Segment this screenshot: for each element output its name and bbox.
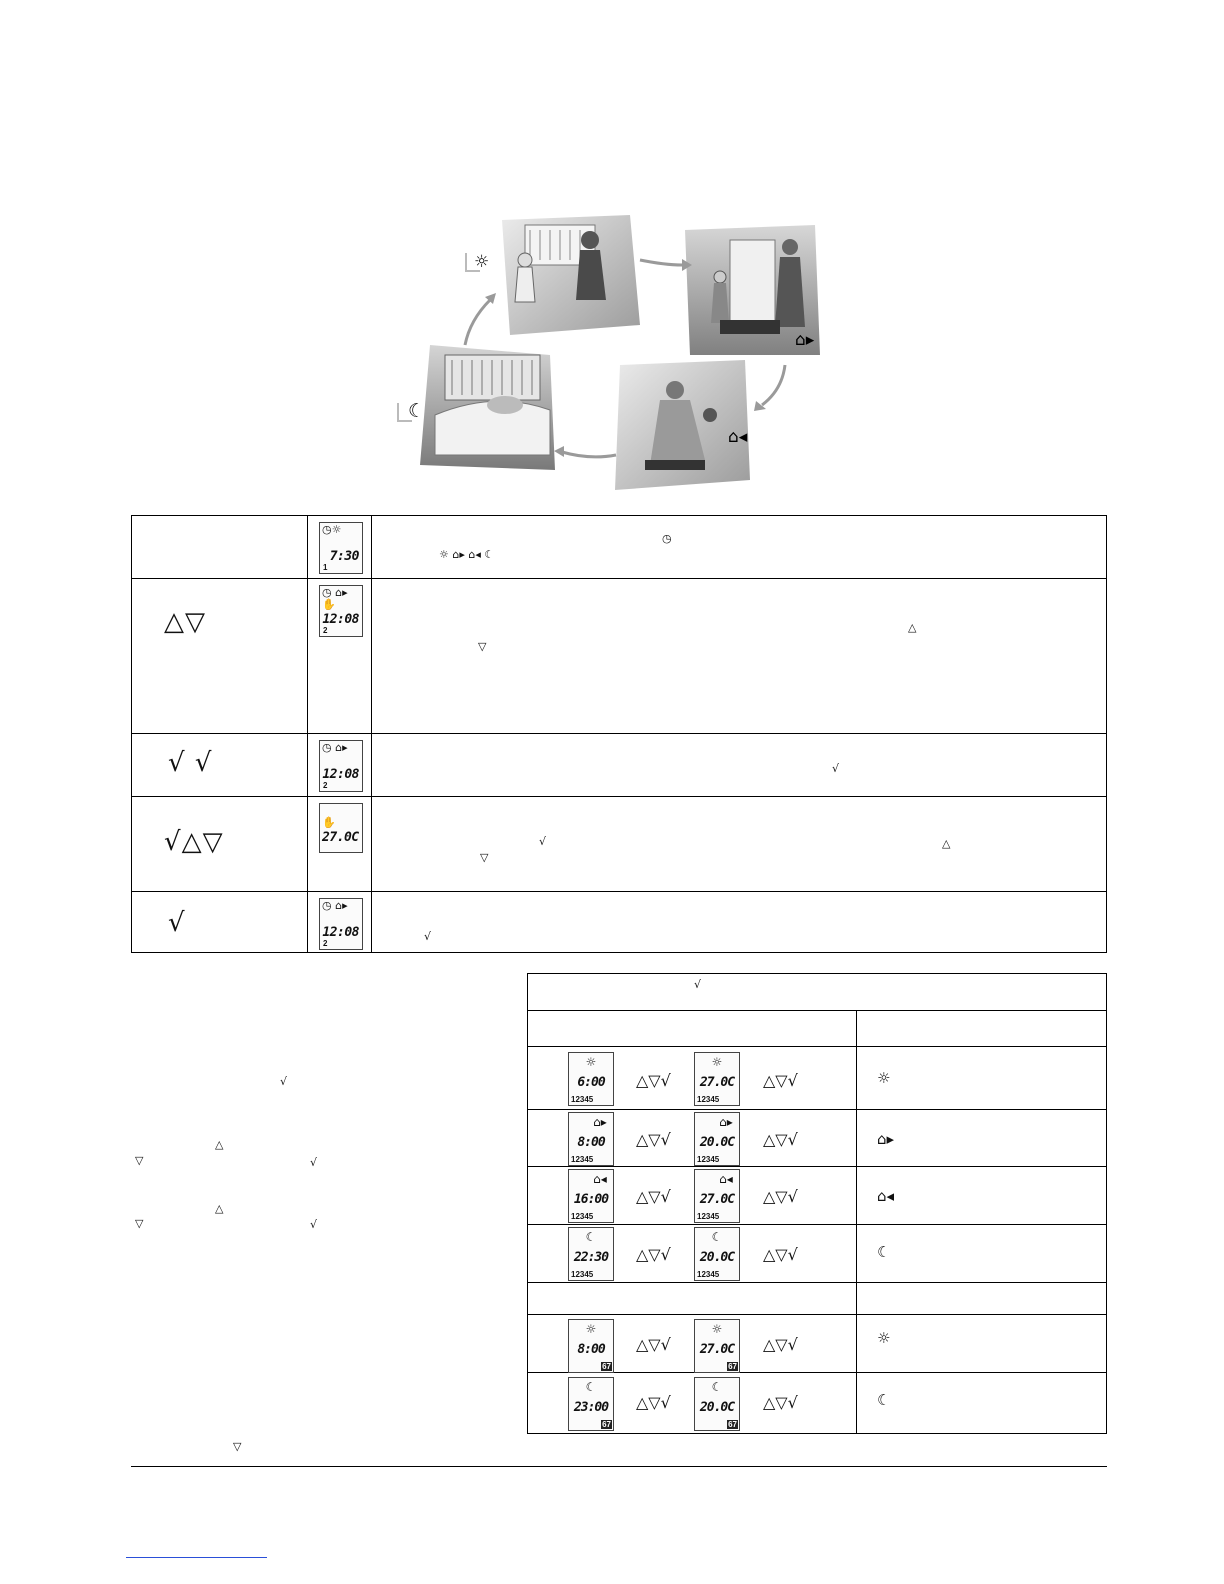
check-icon: √	[832, 762, 840, 775]
up-down-check-icon: △▽√	[763, 1335, 798, 1354]
up-arrow-icon: △	[908, 621, 917, 634]
moon-icon: ☾	[877, 1391, 891, 1409]
check-up-down-keys-icon: √△▽	[164, 827, 224, 857]
lcd-temp-display	[694, 1169, 740, 1223]
lcd-display	[319, 522, 363, 574]
lcd-temperature: 27.0C	[699, 1075, 735, 1090]
schedule-row	[528, 1167, 1106, 1225]
up-down-check-icon: △▽√	[636, 1393, 671, 1412]
clock-home-icon: ◷ ⌂▸	[322, 741, 348, 754]
check-key-icon: √	[168, 908, 186, 938]
up-arrow-icon: △	[215, 1138, 224, 1151]
step-row-3	[132, 734, 1106, 797]
up-down-check-icon: △▽√	[763, 1393, 798, 1412]
up-down-check-icon: △▽√	[763, 1071, 798, 1090]
home-leave-icon: ⌂▸	[719, 1115, 733, 1129]
clock-home-icon: ◷ ⌂▸	[322, 899, 348, 912]
lcd-program-number: 2	[323, 781, 328, 790]
down-arrow-icon: ▽	[478, 640, 487, 653]
lcd-days: 12345	[571, 1155, 594, 1164]
lcd-time-display	[568, 1112, 614, 1166]
lcd-temperature: 20.0C	[699, 1135, 735, 1150]
lcd-temp-display	[694, 1227, 740, 1281]
home-leave-icon: ⌂▸	[877, 1130, 895, 1148]
lcd-program-number: 1	[323, 563, 328, 572]
lcd-time-display	[568, 1052, 614, 1106]
lcd-display	[319, 803, 363, 853]
check-icon: √	[424, 930, 432, 943]
lcd-days: 67	[728, 1362, 737, 1371]
weekend-header	[528, 1283, 1106, 1315]
lcd-display	[319, 898, 363, 950]
lcd-temperature: 27.0C	[322, 830, 359, 845]
check-icon: √	[694, 978, 702, 991]
up-down-check-icon: △▽√	[636, 1187, 671, 1206]
lcd-display	[319, 740, 363, 792]
lcd-temperature: 27.0C	[699, 1192, 735, 1207]
sun-icon: ☼	[474, 252, 490, 272]
lcd-time: 23:00	[573, 1400, 609, 1415]
moon-icon: ☾	[585, 1230, 597, 1244]
step-row-2	[132, 579, 1106, 734]
footer-link-underline[interactable]	[126, 1557, 267, 1558]
moon-icon: ☾	[408, 400, 426, 422]
lcd-days: 12345	[697, 1155, 720, 1164]
lcd-time-display	[568, 1377, 614, 1431]
lcd-display	[319, 585, 363, 637]
down-arrow-icon: ▽	[233, 1440, 242, 1453]
mode-icons: ☼ ⌂▸ ⌂◂ ☾	[439, 548, 495, 561]
lcd-time: 8:00	[577, 1342, 605, 1357]
schedule-table	[527, 973, 1107, 1434]
steps-table	[131, 515, 1107, 953]
step-row-1	[132, 516, 1106, 579]
lcd-program-number: 2	[323, 626, 328, 635]
up-arrow-icon: △	[215, 1202, 224, 1215]
clock-icon: ◷	[662, 532, 672, 545]
down-arrow-icon: ▽	[135, 1217, 144, 1230]
home-return-icon: ⌂◂	[593, 1172, 607, 1186]
weekday-header	[528, 1011, 1106, 1047]
up-down-check-icon: △▽√	[763, 1130, 798, 1149]
lcd-time: 12:08	[322, 767, 359, 782]
check-check-keys-icon: √ √	[168, 748, 213, 778]
lcd-days: 12345	[697, 1270, 720, 1279]
lcd-program-number: 2	[323, 939, 328, 948]
lcd-time: 16:00	[573, 1192, 609, 1207]
home-return-icon: ⌂◂	[728, 427, 748, 447]
moon-icon: ☾	[711, 1230, 723, 1244]
lcd-temp-display	[694, 1319, 740, 1373]
scene-morning	[502, 215, 640, 335]
lcd-days: 12345	[697, 1095, 720, 1104]
up-arrow-icon: △	[942, 837, 951, 850]
lcd-time: 12:08	[322, 612, 359, 627]
schedule-row	[528, 1315, 1106, 1373]
check-icon: √	[280, 1075, 288, 1088]
up-down-keys-icon: △▽	[164, 607, 206, 637]
home-leave-icon: ⌂▸	[795, 330, 815, 350]
lcd-time-display	[568, 1319, 614, 1373]
home-leave-icon: ⌂▸	[593, 1115, 607, 1129]
sun-icon: ☼	[711, 1322, 723, 1336]
lcd-days: 12345	[571, 1212, 594, 1221]
clock-home-icon: ◷ ⌂▸	[322, 586, 348, 599]
lcd-temp-display	[694, 1112, 740, 1166]
check-icon: √	[310, 1156, 318, 1169]
moon-icon: ☾	[711, 1380, 723, 1394]
hand-icon: ✋	[322, 598, 336, 611]
check-icon: √	[539, 835, 547, 848]
lcd-time: 7:30	[329, 549, 359, 564]
schedule-row	[528, 1225, 1106, 1283]
lcd-temperature: 20.0C	[699, 1250, 735, 1265]
lcd-days: 12345	[571, 1270, 594, 1279]
lcd-temp-display	[694, 1052, 740, 1106]
schedule-header	[528, 974, 1106, 1011]
schedule-row	[528, 1047, 1106, 1110]
lcd-time-display	[568, 1169, 614, 1223]
moon-icon: ☾	[585, 1380, 597, 1394]
schedule-row	[528, 1110, 1106, 1167]
lcd-days: 12345	[571, 1095, 594, 1104]
daily-cycle-illustration	[390, 205, 830, 500]
lcd-time: 22:30	[573, 1250, 609, 1265]
down-arrow-icon: ▽	[480, 851, 489, 864]
sun-icon: ☼	[877, 1069, 891, 1087]
up-down-check-icon: △▽√	[636, 1335, 671, 1354]
lcd-temperature: 27.0C	[699, 1342, 735, 1357]
lcd-temp-display	[694, 1377, 740, 1431]
lcd-time: 8:00	[577, 1135, 605, 1150]
lcd-time: 12:08	[322, 925, 359, 940]
moon-icon: ☾	[877, 1243, 891, 1261]
step-row-4	[132, 797, 1106, 892]
up-down-check-icon: △▽√	[636, 1130, 671, 1149]
sun-icon: ☼	[585, 1322, 597, 1336]
lcd-days: 67	[602, 1362, 611, 1371]
scene-night	[420, 345, 555, 470]
home-return-icon: ⌂◂	[877, 1187, 895, 1205]
sun-icon: ☼	[585, 1055, 597, 1069]
step-row-5	[132, 892, 1106, 952]
up-down-check-icon: △▽√	[763, 1187, 798, 1206]
up-down-check-icon: △▽√	[636, 1245, 671, 1264]
sun-icon: ☼	[711, 1055, 723, 1069]
down-arrow-icon: ▽	[135, 1154, 144, 1167]
scene-returning	[615, 360, 750, 490]
lcd-temperature: 20.0C	[699, 1400, 735, 1415]
up-down-check-icon: △▽√	[636, 1071, 671, 1090]
clock-sun-icon: ◷☼	[322, 523, 342, 536]
check-icon: √	[310, 1218, 318, 1231]
up-down-check-icon: △▽√	[763, 1245, 798, 1264]
hand-icon: ✋	[322, 816, 336, 829]
lcd-days: 67	[728, 1420, 737, 1429]
sun-icon: ☼	[877, 1329, 891, 1347]
home-return-icon: ⌂◂	[719, 1172, 733, 1186]
schedule-row	[528, 1373, 1106, 1433]
lcd-days: 12345	[697, 1212, 720, 1221]
lcd-time: 6:00	[577, 1075, 605, 1090]
lcd-days: 67	[602, 1420, 611, 1429]
footer-divider	[131, 1466, 1107, 1467]
lcd-time-display	[568, 1227, 614, 1281]
